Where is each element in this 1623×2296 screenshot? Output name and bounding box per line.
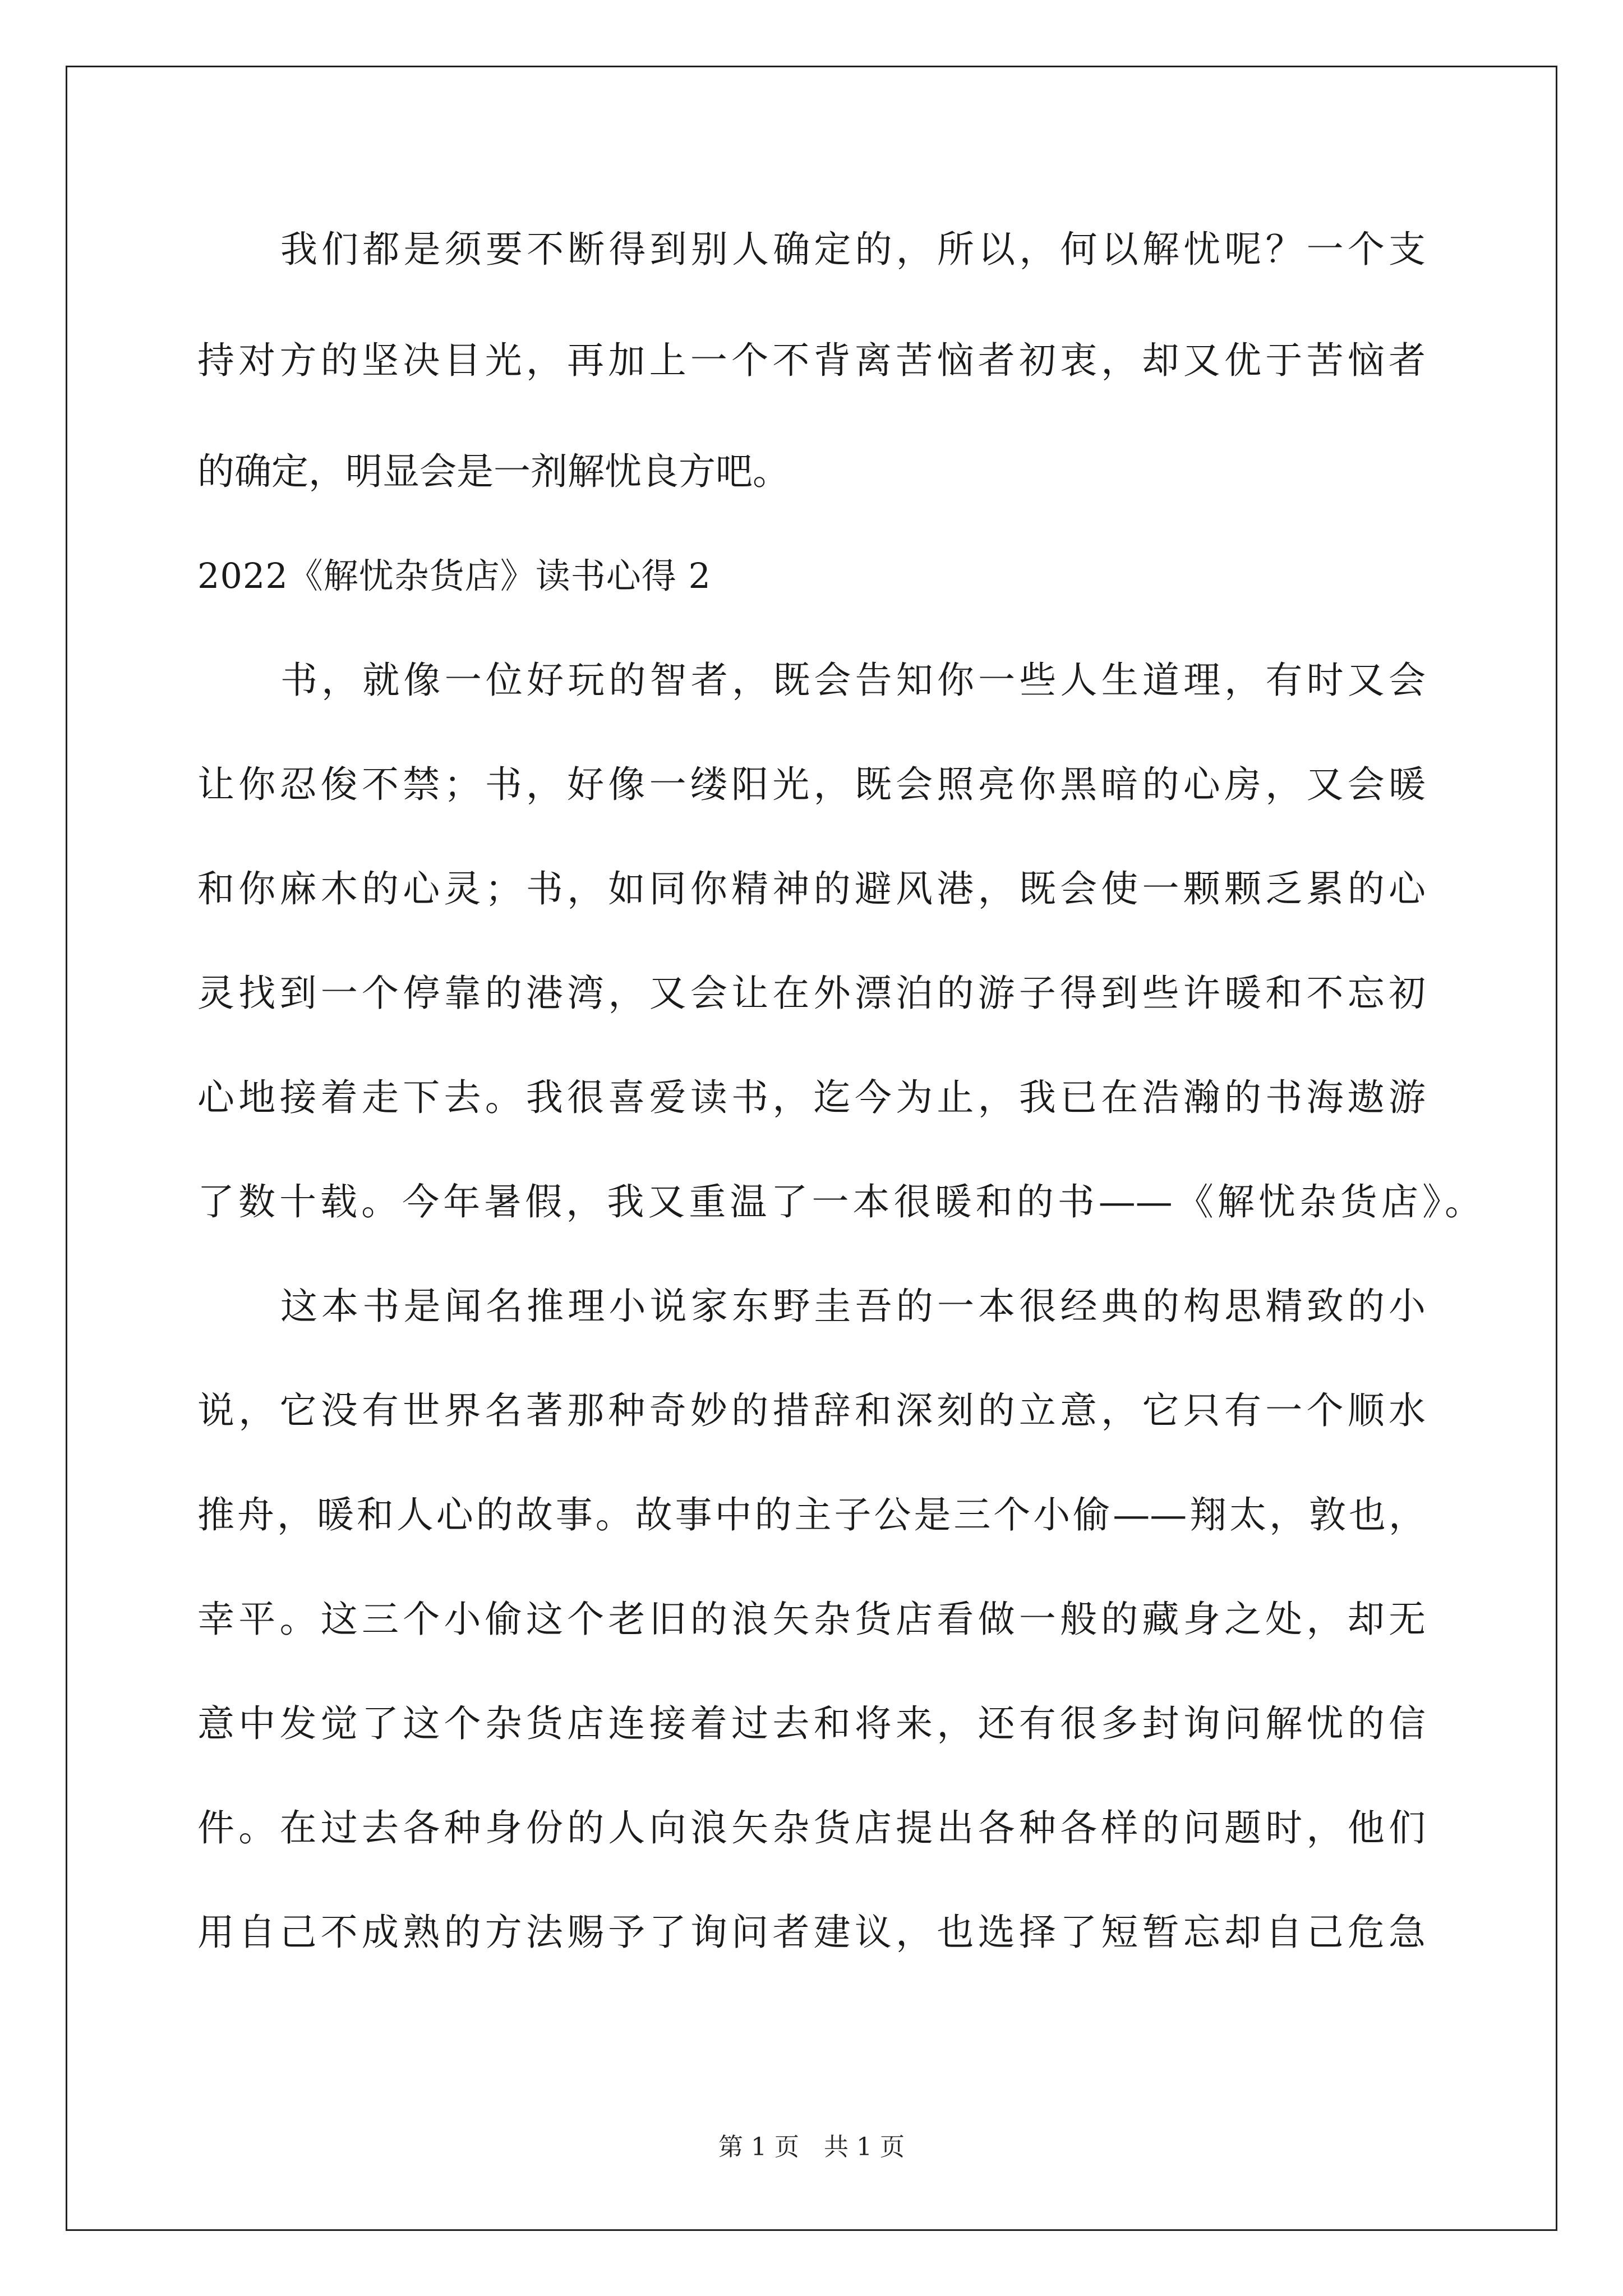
page-number-footer: 第 1 页 共 1 页 xyxy=(718,2133,905,2161)
paragraph-1-line-2: 持对方的坚决目光，再加上一个不背离苦恼者初衷，却又优于苦恼者 xyxy=(197,339,1426,382)
paragraph-2-line-5: 心地接着走下去。我很喜爱读书，迄今为止，我已在浩瀚的书海遨游 xyxy=(197,1076,1426,1119)
paragraph-2-line-1: 书，就像一位好玩的智者，既会告知你一些人生道理，有时又会 xyxy=(280,659,1426,702)
paragraph-3-line-1: 这本书是闻名推理小说家东野圭吾的一本很经典的构思精致的小 xyxy=(280,1285,1426,1328)
paragraph-2-line-2: 让你忍俊不禁；书，好像一缕阳光，既会照亮你黑暗的心房，又会暖 xyxy=(197,763,1426,806)
paragraph-2-line-3: 和你麻木的心灵；书，如同你精神的避风港，既会使一颗颗乏累的心 xyxy=(197,867,1426,910)
paragraph-2-line-6: 了数十载。今年暑假，我又重温了一本很暖和的书——《解忧杂货店》。 xyxy=(197,1180,1482,1223)
paragraph-1-line-3: 的确定，明显会是一剂解忧良方吧。 xyxy=(197,450,790,493)
paragraph-3-line-4: 幸平。这三个小偷这个老旧的浪矢杂货店看做一般的藏身之处，却无 xyxy=(197,1598,1426,1641)
paragraph-3-line-5: 意中发觉了这个杂货店连接着过去和将来，还有很多封询问解忧的信 xyxy=(197,1702,1426,1745)
paragraph-1-line-1: 我们都是须要不断得到别人确定的，所以，何以解忧呢？一个支 xyxy=(280,228,1426,271)
paragraph-2-line-4: 灵找到一个停靠的港湾，又会让在外漂泊的游子得到些许暖和不忘初 xyxy=(197,972,1426,1015)
paragraph-3-line-3: 推舟，暖和人心的故事。故事中的主子公是三个小偷——翔太，敦也， xyxy=(197,1493,1426,1536)
section-heading: 2022《解忧杂货店》读书心得 2 xyxy=(197,555,711,596)
paragraph-3-line-6: 件。在过去各种身份的人向浪矢杂货店提出各种各样的问题时，他们 xyxy=(197,1806,1426,1849)
paragraph-3-line-2: 说，它没有世界名著那种奇妙的措辞和深刻的立意，它只有一个顺水 xyxy=(197,1389,1426,1432)
page-border xyxy=(66,66,1557,2231)
paragraph-3-line-7: 用自己不成熟的方法赐予了询问者建议，也选择了短暂忘却自己危急 xyxy=(197,1911,1426,1954)
